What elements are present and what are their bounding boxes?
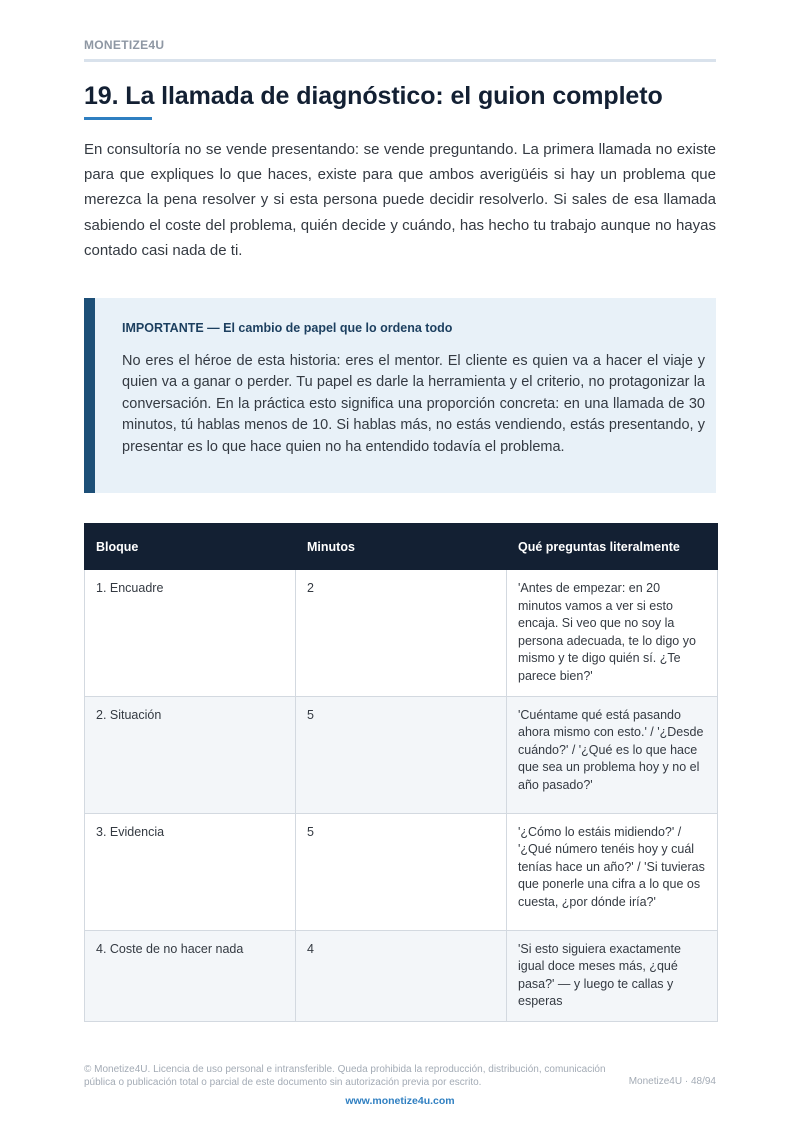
- intro-paragraph: En consultoría no se vende presentando: se vende preguntando. La primera llamada no existe para que expliques lo que haces, existe para que ambos averigüéis si hay un problema que merezca la pena resolver y si esta persona puede decidir resolverlo. Si sales de esa llamada sabiendo el coste del problema, quién decide y cuándo, has hecho tu trabajo aunque no hayas contado casi nada de ti.: [84, 141, 716, 259]
- table-header-row: [85, 524, 718, 570]
- callout-title: IMPORTANTE — El cambio de papel que lo ordena todo: [122, 321, 453, 335]
- table-row: [85, 813, 718, 930]
- important-callout: [84, 298, 716, 493]
- table-row: [85, 570, 718, 697]
- header-cell-minutos: Minutos: [296, 524, 507, 570]
- cell-questions: 'Si esto siguiera exactamente igual doce meses más, ¿qué pasa?' — y luego te callas y esperas: [507, 930, 718, 1021]
- cell-minutes: 5: [296, 696, 507, 813]
- brand-header: MONETIZE4U: [84, 38, 165, 52]
- cell-questions: 'Antes de empezar: en 20 minutos vamos a ver si esto encaja. Si veo que no soy la persona adecuada, te lo digo yo mismo y te digo quién sí. ¿Te parece bien?': [507, 570, 718, 697]
- cell-block: 4. Coste de no hacer nada: [85, 930, 296, 1021]
- cell-minutes: 2: [296, 570, 507, 697]
- table-row: [85, 696, 718, 813]
- table-row: [85, 930, 718, 1021]
- header-divider: [84, 59, 716, 62]
- cell-questions: '¿Cómo lo estáis midiendo?' / '¿Qué número tenéis hoy y cuál tenías hace un año?' / 'Si tuvieras que ponerle una cifra a lo que os cuesta, ¿por dónde iría?': [507, 813, 718, 930]
- title-underline: [84, 117, 152, 120]
- cell-minutes: 4: [296, 930, 507, 1021]
- cell-block: 3. Evidencia: [85, 813, 296, 930]
- footer-page-number: Monetize4U · 48/94: [628, 1076, 716, 1087]
- page-title: 19. La llamada de diagnóstico: el guion completo: [84, 82, 663, 110]
- footer-legal-notice: © Monetize4U. Licencia de uso personal e intransferible. Queda prohibida la reproducción, distribución, comunicación pública o publicación total o parcial de este documento sin autorización previa por escrito.: [84, 1064, 606, 1088]
- cell-minutes: 5: [296, 813, 507, 930]
- header-cell-bloque: Bloque: [85, 524, 296, 570]
- callout-body: No eres el héroe de esta historia: eres el mentor. El cliente es quien va a hacer el viaje y quien va a ganar o perder. Tu papel es darle la herramienta y el criterio, no protagonizar la conversación. En la práctica esto significa una proporción concreta: en una llamada de 30 minutos, tú hablas menos de 10. Si hablas más, no estás vendiendo, estás presentando, y presentar es lo que hace quien no ha entendido todavía el problema.: [122, 353, 705, 455]
- cell-block: 1. Encuadre: [85, 570, 296, 697]
- footer-website-link[interactable]: www.monetize4u.com: [345, 1095, 455, 1107]
- cell-block: 2. Situación: [85, 696, 296, 813]
- cell-questions: 'Cuéntame qué está pasando ahora mismo con esto.' / '¿Desde cuándo?' / '¿Qué es lo que hace que sea un problema hoy y no el año pasado?': [507, 696, 718, 813]
- header-cell-preguntas: Qué preguntas literalmente: [507, 524, 718, 570]
- call-script-table: [84, 523, 718, 1022]
